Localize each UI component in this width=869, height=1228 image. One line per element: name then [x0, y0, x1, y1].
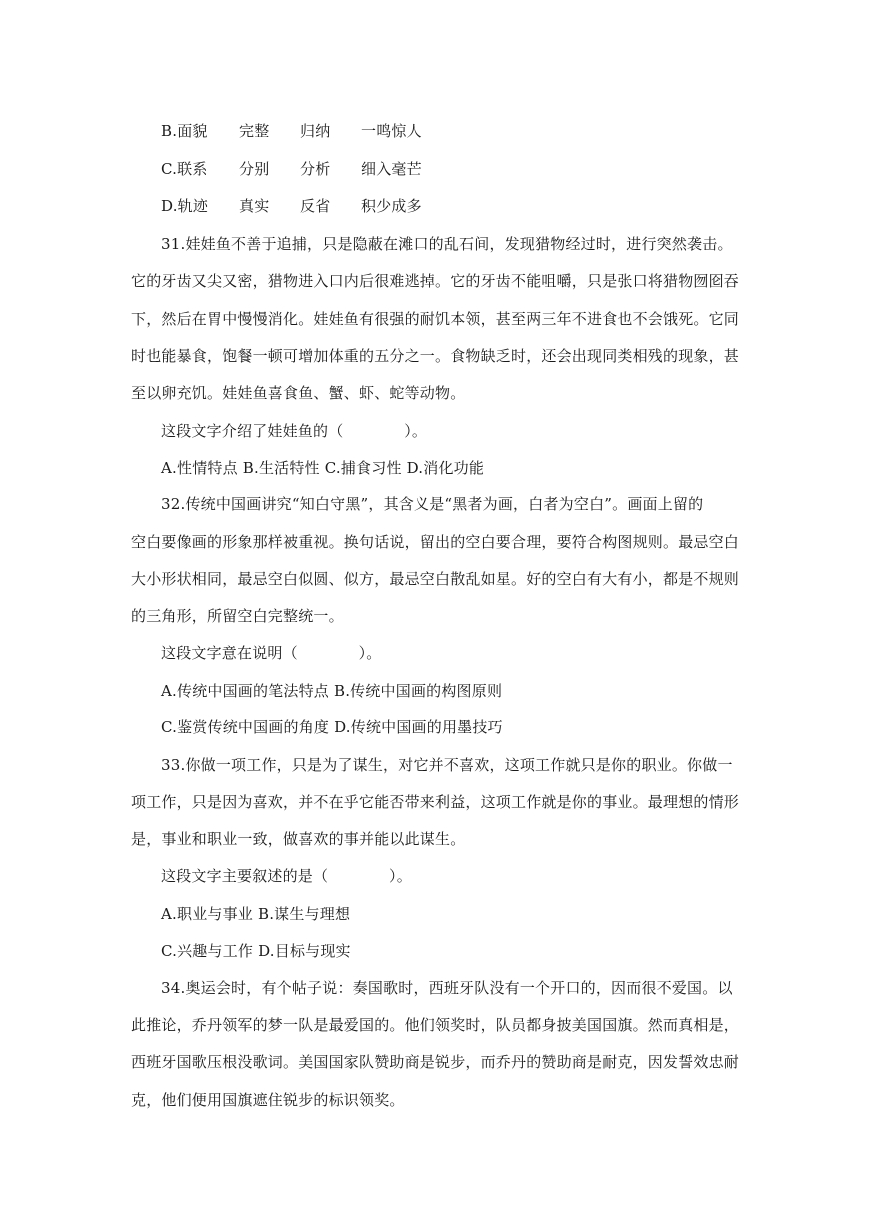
q32-paragraph-line: 大小形状相同，最忌空白似圆、似方，最忌空白散乱如星。好的空白有大有小，都是不规则 [131, 570, 740, 588]
q31-paragraph-line: 它的牙齿又尖又密，猎物进入口内后很难逃掉。它的牙齿不能咀嚼，只是张口将猎物囫囵吞 [131, 272, 740, 290]
q31-paragraph-line: 至以卵充饥。娃娃鱼喜食鱼、蟹、虾、蛇等动物。 [131, 384, 466, 402]
q33-question: 这段文字主要叙述的是（ ）。 [161, 867, 412, 885]
q33-options: C.兴趣与工作 D.目标与现实 [161, 942, 351, 960]
q34-paragraph-line: 克，他们便用国旗遮住锐步的标识领奖。 [131, 1091, 405, 1109]
option-b-row: B.面貌 完整 归纳 一鸣惊人 [161, 122, 422, 140]
q31-options: A.性情特点 B.生活特性 C.捕食习性 D.消化功能 [161, 459, 485, 477]
q33-paragraph-line: 33.你做一项工作，只是为了谋生，对它并不喜欢，这项工作就只是你的职业。你做一 [161, 756, 733, 774]
q32-paragraph-line: 32.传统中国画讲究“知白守黑”，其含义是“黑者为画，白者为空白”。画面上留的 [161, 495, 704, 513]
q34-paragraph-line: 34.奥运会时，有个帖子说：奏国歌时，西班牙队没有一个开口的，因而很不爱国。以 [161, 979, 733, 997]
q31-paragraph-line: 下，然后在胃中慢慢消化。娃娃鱼有很强的耐饥本领，甚至两三年不进食也不会饿死。它同 [131, 310, 740, 328]
q34-paragraph-line: 西班牙国歌压根没歌词。美国国家队赞助商是锐步，而乔丹的赞助商是耐克，因发誓效忠耐 [131, 1053, 740, 1071]
q33-options: A.职业与事业 B.谋生与理想 [161, 905, 351, 923]
q34-paragraph-line: 此推论，乔丹领军的梦一队是最爱国的。他们领奖时，队员都身披美国国旗。然而真相是， [131, 1016, 740, 1034]
q33-paragraph-line: 项工作，只是因为喜欢，并不在乎它能否带来利益，这项工作就是你的事业。最理想的情形 [131, 793, 740, 811]
option-d-row: D.轨迹 真实 反省 积少成多 [161, 197, 422, 215]
q32-options: A.传统中国画的笔法特点 B.传统中国画的构图原则 [161, 682, 503, 700]
q32-options: C.鉴赏传统中国画的角度 D.传统中国画的用墨技巧 [161, 718, 503, 736]
q33-paragraph-line: 是，事业和职业一致，做喜欢的事并能以此谋生。 [131, 830, 466, 848]
q31-paragraph-line: 31.娃娃鱼不善于追捕，只是隐蔽在滩口的乱石间，发现猎物经过时，进行突然袭击。 [161, 235, 733, 253]
q32-paragraph-line: 的三角形，所留空白完整统一。 [131, 607, 344, 625]
option-c-row: C.联系 分别 分析 细入毫芒 [161, 160, 422, 178]
q32-question: 这段文字意在说明（ ）。 [161, 644, 382, 662]
q31-paragraph-line: 时也能暴食，饱餐一顿可增加体重的五分之一。食物缺乏时，还会出现同类相残的现象，甚 [131, 347, 740, 365]
q31-question: 这段文字介绍了娃娃鱼的（ ）。 [161, 422, 428, 440]
q32-paragraph-line: 空白要像画的形象那样被重视。换句话说，留出的空白要合理，要符合构图规则。最忌空白 [131, 533, 740, 551]
